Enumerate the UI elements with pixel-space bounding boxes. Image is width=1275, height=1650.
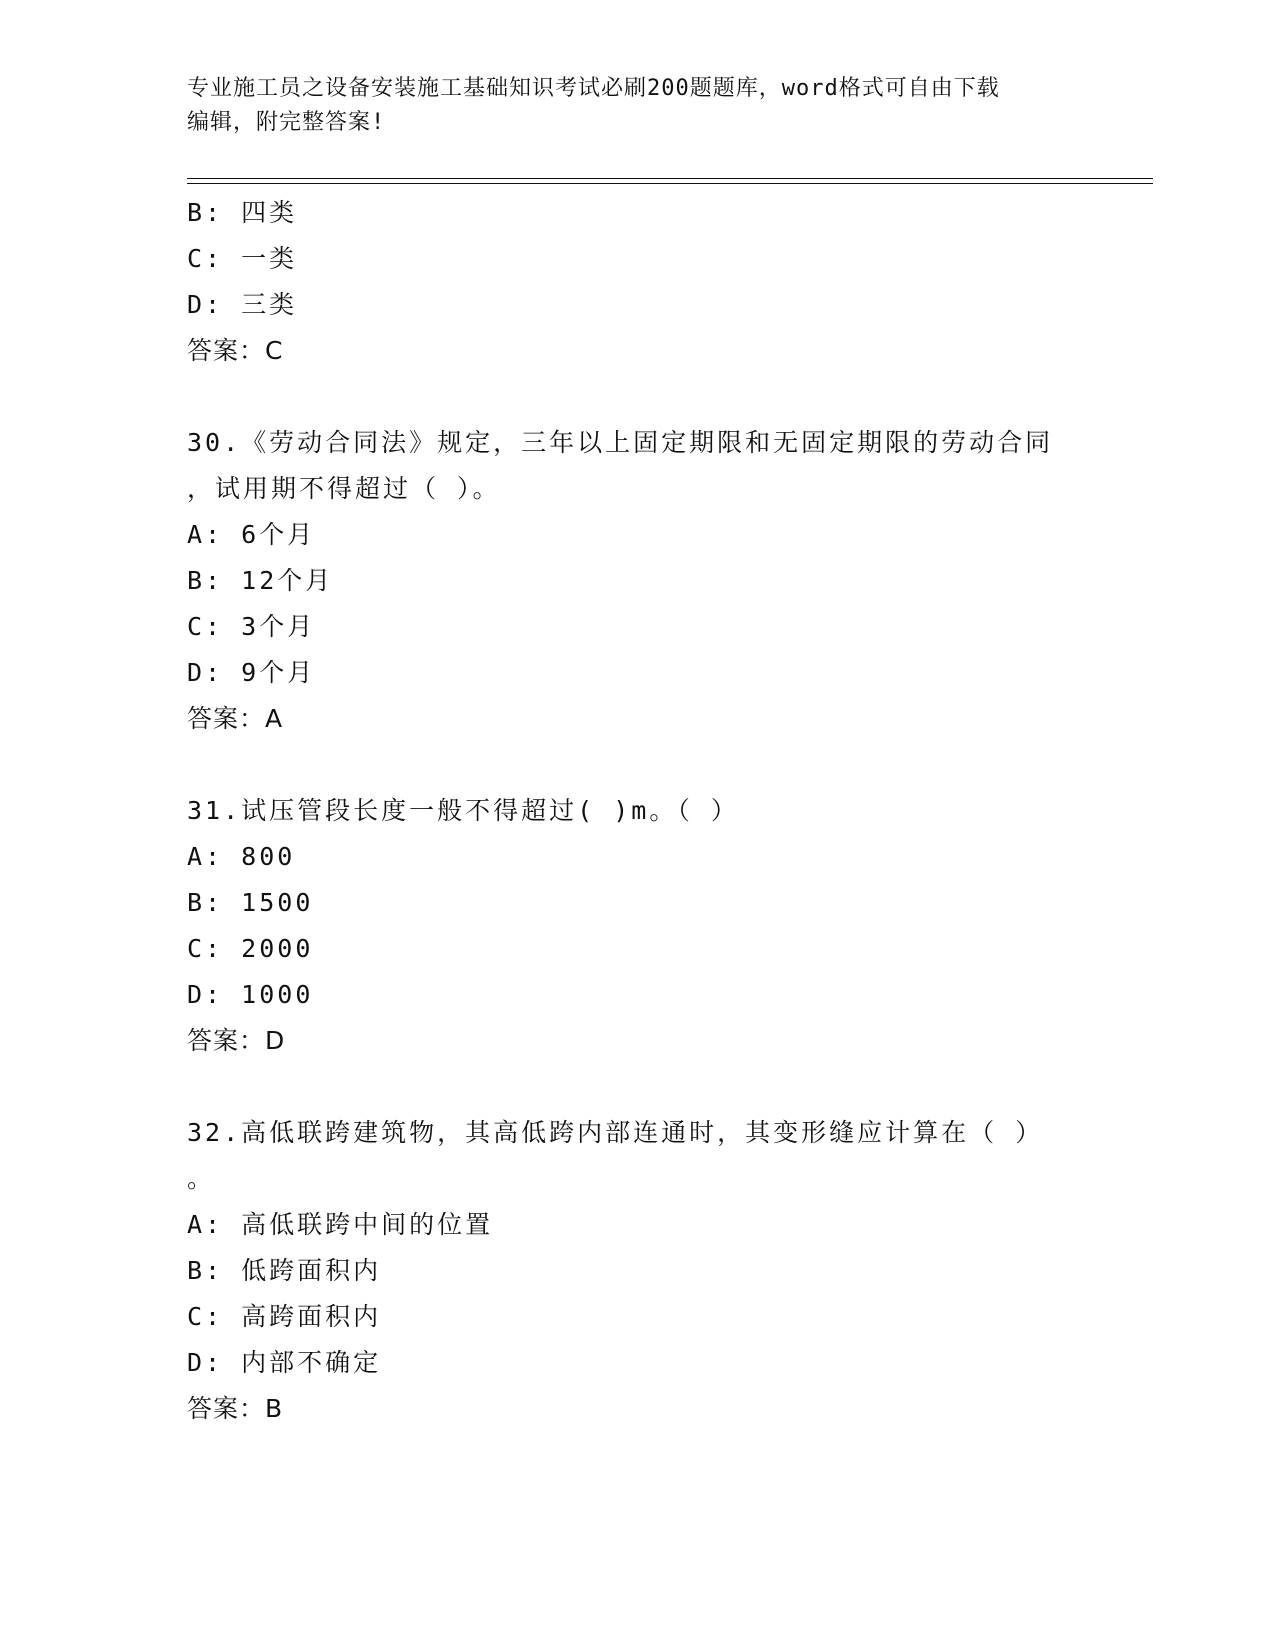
option-row: [187, 512, 1087, 558]
option-row: [187, 834, 1087, 880]
option-text: 内部不确定: [241, 1348, 382, 1377]
option-row: [187, 604, 1087, 650]
header-title-line-1: 专业施工员之设备安装施工基础知识考试必刷200题题库，word格式可自由下载: [187, 76, 1000, 101]
option-label: C:: [187, 934, 224, 963]
option-label: B:: [187, 198, 224, 227]
option-label: A:: [187, 1210, 224, 1239]
question-list: [187, 190, 1087, 1432]
option-row: [187, 1340, 1087, 1386]
option-text: 四类: [241, 198, 298, 227]
option-row: [187, 282, 1087, 328]
option-text: 6个月: [241, 520, 316, 549]
option-text: 9个月: [241, 658, 316, 687]
answer-line: 答案：A: [187, 704, 284, 733]
header-divider-top: [187, 178, 1153, 179]
answer-line: 答案：C: [187, 336, 284, 365]
question-stem-line: 。: [187, 1164, 216, 1193]
question-block-31: [187, 788, 1087, 1064]
header-divider-bottom: [187, 183, 1153, 184]
question-stem-line: ，试用期不得超过（ ）。: [187, 474, 501, 503]
option-label: C:: [187, 1302, 224, 1331]
option-label: C:: [187, 244, 224, 273]
option-label: B:: [187, 888, 224, 917]
answer-line: 答案：B: [187, 1394, 284, 1423]
option-text: 1500: [241, 888, 314, 917]
option-text: 低跨面积内: [241, 1256, 382, 1285]
option-row: [187, 972, 1087, 1018]
document-header: [187, 72, 1067, 140]
option-text: 一类: [241, 244, 298, 273]
option-text: 2000: [241, 934, 314, 963]
question-spacer: [187, 742, 1087, 788]
header-title-line-2: 编辑，附完整答案!: [187, 110, 386, 135]
option-row: [187, 650, 1087, 696]
option-label: D:: [187, 290, 224, 319]
option-text: 三类: [241, 290, 298, 319]
option-label: A:: [187, 520, 224, 549]
option-label: D:: [187, 1348, 224, 1377]
question-spacer: [187, 1064, 1087, 1110]
option-row: [187, 926, 1087, 972]
option-row: [187, 880, 1087, 926]
question-spacer: [187, 374, 1087, 420]
option-row: [187, 1202, 1087, 1248]
option-text: 3个月: [241, 612, 316, 641]
question-block-30: [187, 420, 1087, 742]
option-text: 12个月: [241, 566, 334, 595]
question-stem-line: 32.高低联跨建筑物，其高低跨内部连通时，其变形缝应计算在（ ）: [187, 1118, 1044, 1147]
option-row: [187, 236, 1087, 282]
question-stem-line: 30.《劳动合同法》规定，三年以上固定期限和无固定期限的劳动合同: [187, 428, 1054, 457]
option-label: A:: [187, 842, 224, 871]
option-row: [187, 190, 1087, 236]
option-label: C:: [187, 612, 224, 641]
option-row: [187, 1248, 1087, 1294]
option-label: B:: [187, 566, 224, 595]
option-label: D:: [187, 658, 224, 687]
option-row: [187, 1294, 1087, 1340]
question-block-32: [187, 1110, 1087, 1432]
option-label: D:: [187, 980, 224, 1009]
option-text: 800: [241, 842, 296, 871]
answer-line: 答案：D: [187, 1026, 286, 1055]
option-row: [187, 558, 1087, 604]
option-text: 1000: [241, 980, 314, 1009]
option-text: 高跨面积内: [241, 1302, 382, 1331]
option-label: B:: [187, 1256, 224, 1285]
question-stem-line: 31.试压管段长度一般不得超过( )m。（ ）: [187, 796, 739, 825]
option-text: 高低联跨中间的位置: [241, 1210, 494, 1239]
question-block-29: [187, 190, 1087, 374]
